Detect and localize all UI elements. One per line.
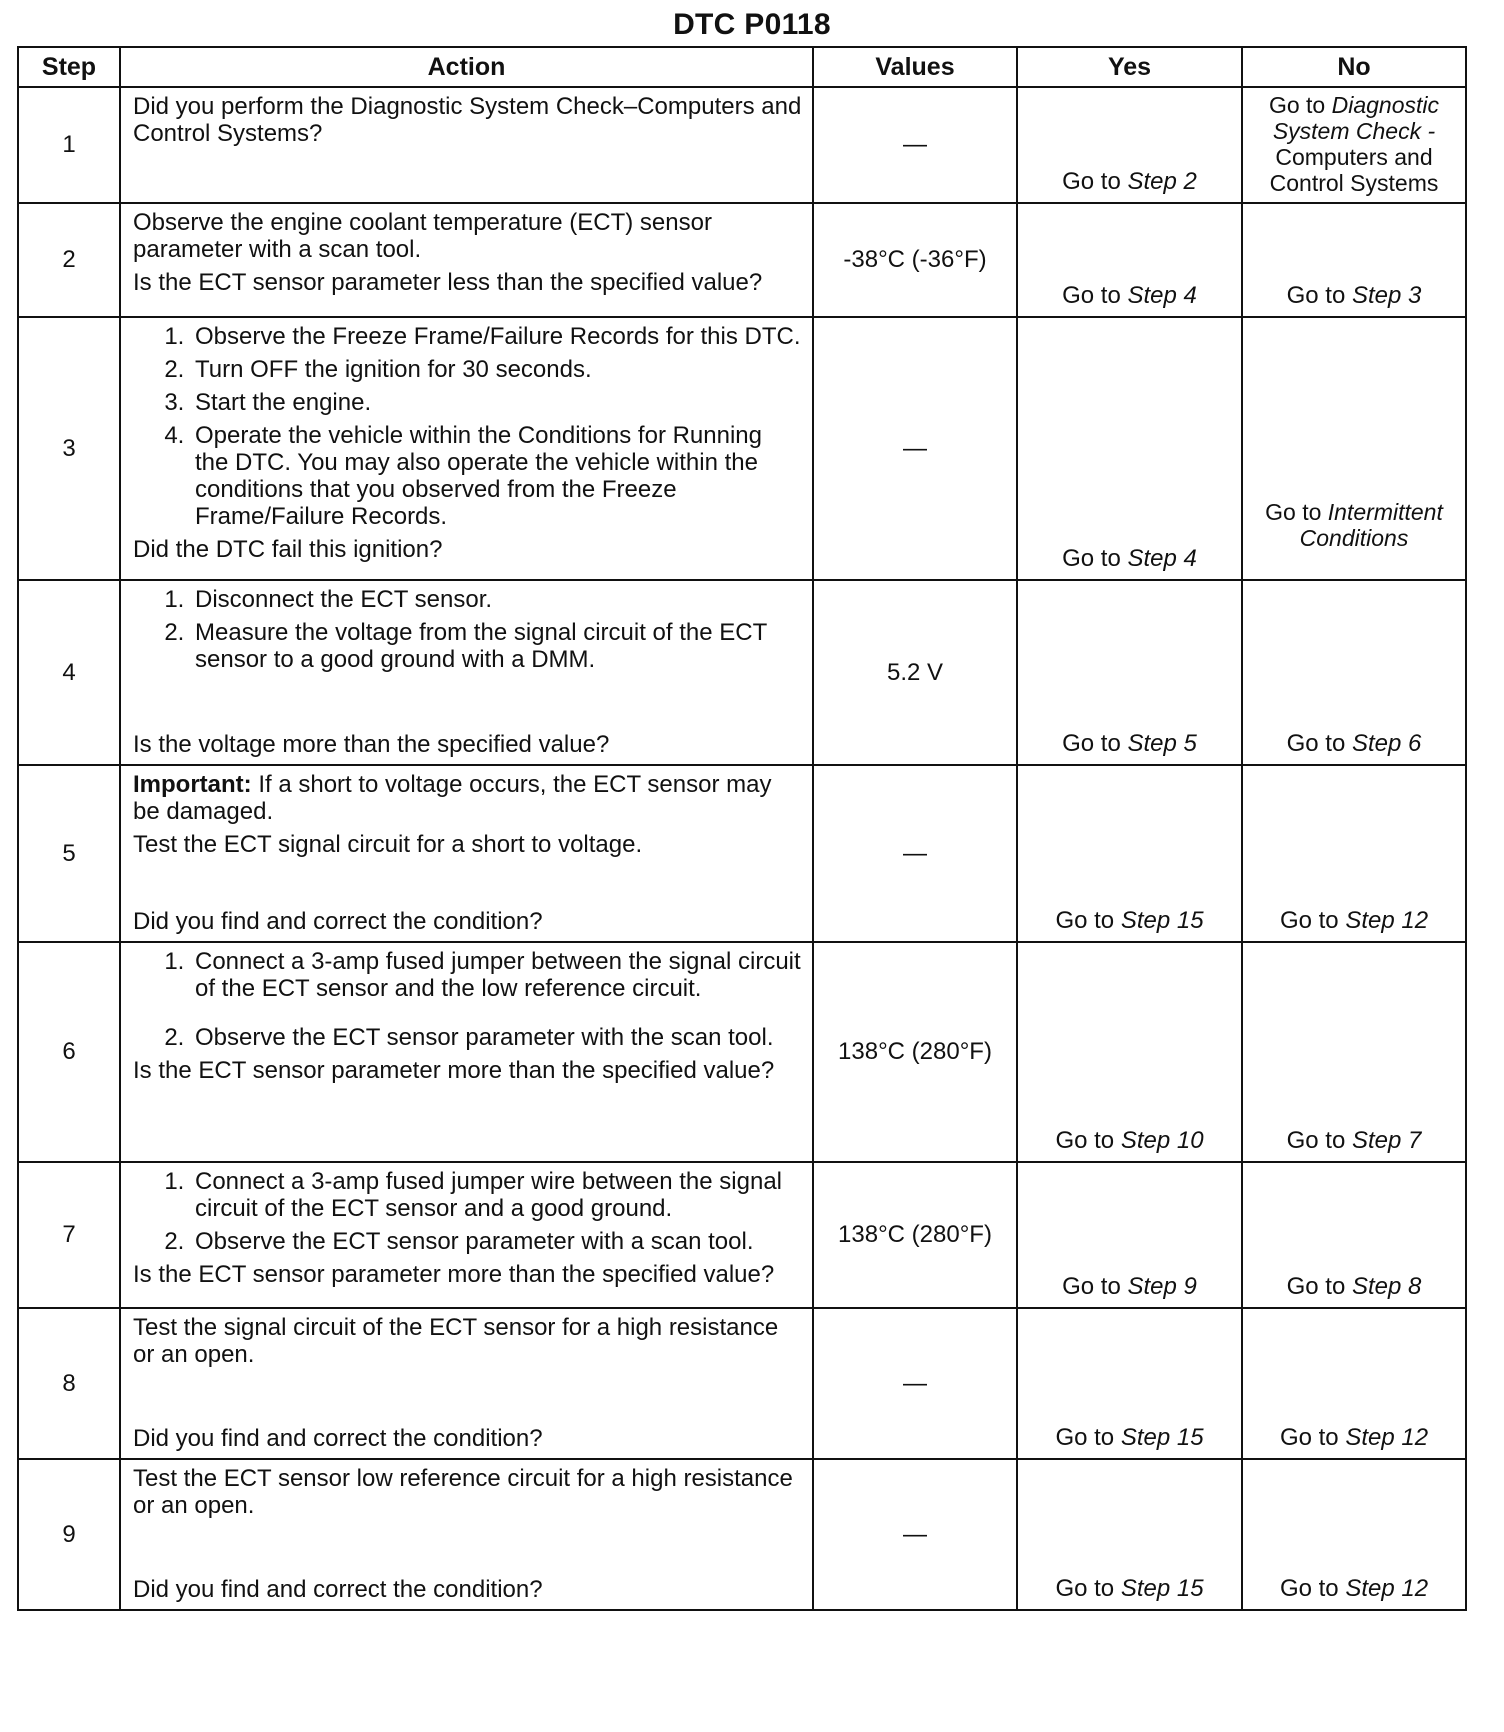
action-question: Did you find and correct the condition? — [133, 908, 543, 935]
no-cell — [1242, 87, 1466, 203]
action-text: Test the ECT sensor low reference circuit for a high resistance or an open. — [133, 1465, 793, 1519]
yes-cell — [1017, 1308, 1242, 1459]
header-step: Step — [18, 47, 120, 87]
action-cell — [120, 1459, 813, 1610]
go-to-label: Go to — [1286, 282, 1346, 309]
step-number: 6 — [18, 942, 120, 1162]
step-number: 2 — [18, 203, 120, 317]
step-number: 9 — [18, 1459, 120, 1610]
action-cell — [120, 1308, 813, 1459]
yes-cell — [1017, 203, 1242, 317]
action-cell — [120, 580, 813, 765]
action-question: Is the ECT sensor parameter less than the specified value? — [133, 269, 763, 296]
list-item: 1. Disconnect the ECT sensor. — [191, 586, 802, 613]
step-number: 3 — [18, 317, 120, 580]
list-item: 4. Operate the vehicle within the Conditions for Running the DTC. You may also operate the vehicle within the conditions that you observed from the Freeze Frame/Failure Records. — [191, 422, 802, 530]
step-number: 7 — [18, 1162, 120, 1308]
value-cell: — — [813, 87, 1017, 203]
header-row — [18, 47, 1466, 87]
go-to-label: Go to — [1062, 282, 1121, 309]
table-row — [18, 580, 1466, 765]
action-question: Did you find and correct the condition? — [133, 1576, 543, 1603]
header-action: Action — [120, 47, 813, 87]
important-text: If a short to voltage occurs, the ECT sensor may be damaged. — [133, 771, 772, 825]
go-to-label: Go to — [1062, 545, 1121, 572]
value-cell: — — [813, 1459, 1017, 1610]
go-to-label: Go to — [1055, 907, 1115, 934]
no-cell — [1242, 1162, 1466, 1308]
go-to-label: Go to — [1055, 1127, 1115, 1154]
action-list — [133, 1168, 802, 1255]
no-cell — [1242, 1308, 1466, 1459]
go-to-label: Go to — [1286, 1127, 1346, 1154]
diagnostic-table — [17, 46, 1467, 1611]
step-link: Step 4 — [1127, 545, 1197, 572]
go-to-label: Go to — [1062, 730, 1121, 757]
no-cell — [1242, 765, 1466, 942]
action-text: Test the signal circuit of the ECT sensor for a high resistance or an open. — [133, 1314, 779, 1368]
action-text: Observe the engine coolant temperature (ECT) sensor parameter with a scan tool. — [133, 209, 712, 263]
action-cell — [120, 942, 813, 1162]
go-to-label: Go to — [1268, 92, 1326, 118]
action-text: Test the ECT signal circuit for a short to voltage. — [133, 831, 643, 858]
no-text: Control Systems — [1269, 170, 1439, 196]
table-row — [18, 87, 1466, 203]
go-to-label: Go to — [1279, 907, 1339, 934]
action-list — [133, 586, 802, 679]
no-cell — [1242, 942, 1466, 1162]
yes-cell — [1017, 1162, 1242, 1308]
table-row — [18, 317, 1466, 580]
header-yes: Yes — [1017, 47, 1242, 87]
step-link: Step 12 — [1345, 1575, 1429, 1602]
list-item: 2. Observe the ECT sensor parameter with the scan tool. — [191, 1024, 802, 1051]
table-row — [18, 765, 1466, 942]
go-to-label: Go to — [1055, 1575, 1115, 1602]
go-to-label: Go to — [1265, 499, 1322, 525]
step-link: Step 6 — [1351, 730, 1422, 757]
list-item: 2. Turn OFF the ignition for 30 seconds. — [191, 356, 802, 383]
go-to-label: Go to — [1062, 168, 1121, 195]
table-row — [18, 1459, 1466, 1610]
step-link: Conditions — [1299, 525, 1409, 551]
list-item: 1. Connect a 3-amp fused jumper wire between the signal circuit of the ECT sensor and a good ground. — [191, 1168, 802, 1222]
no-cell — [1242, 580, 1466, 765]
value-cell: 138°C (280°F) — [813, 942, 1017, 1162]
list-item: 1. Observe the Freeze Frame/Failure Records for this DTC. — [191, 323, 802, 350]
important-label: Important: — [133, 771, 252, 798]
go-to-label: Go to — [1286, 730, 1346, 757]
yes-cell — [1017, 317, 1242, 580]
no-text: Computers and — [1275, 144, 1433, 170]
go-to-label: Go to — [1279, 1424, 1339, 1451]
step-link: Step 9 — [1127, 1273, 1197, 1300]
step-link: System Check - — [1272, 118, 1436, 144]
action-list — [133, 948, 802, 1051]
action-text: Did you perform the Diagnostic System Check–Computers and Control Systems? — [133, 93, 802, 147]
yes-cell — [1017, 765, 1242, 942]
yes-cell — [1017, 942, 1242, 1162]
step-link: Step 2 — [1127, 168, 1197, 195]
no-cell — [1242, 1459, 1466, 1610]
action-question: Is the voltage more than the specified value? — [133, 731, 610, 758]
step-link: Diagnostic — [1331, 92, 1440, 118]
step-link: Step 3 — [1351, 282, 1422, 309]
action-cell — [120, 317, 813, 580]
step-link: Step 8 — [1351, 1273, 1422, 1300]
yes-cell — [1017, 87, 1242, 203]
action-question: Did you find and correct the condition? — [133, 1425, 543, 1452]
page-title: DTC P0118 — [673, 8, 831, 41]
step-number: 1 — [18, 87, 120, 203]
table-row — [18, 1162, 1466, 1308]
yes-cell — [1017, 1459, 1242, 1610]
action-question: Is the ECT sensor parameter more than the specified value? — [133, 1261, 775, 1288]
step-link: Step 15 — [1120, 1424, 1204, 1451]
list-item: 3. Start the engine. — [191, 389, 802, 416]
yes-cell — [1017, 580, 1242, 765]
action-question: Is the ECT sensor parameter more than the specified value? — [133, 1057, 775, 1084]
value-cell: — — [813, 1308, 1017, 1459]
value-cell: — — [813, 765, 1017, 942]
step-link: Step 4 — [1127, 282, 1197, 309]
step-link: Step 12 — [1345, 1424, 1429, 1451]
header-no: No — [1242, 47, 1466, 87]
step-link: Step 5 — [1127, 730, 1197, 757]
step-link: Step 10 — [1120, 1127, 1204, 1154]
step-number: 4 — [18, 580, 120, 765]
action-cell — [120, 765, 813, 942]
list-item: 2. Measure the voltage from the signal circuit of the ECT sensor to a good ground with a DMM. — [191, 619, 802, 673]
table-row — [18, 203, 1466, 317]
value-cell: — — [813, 317, 1017, 580]
list-item: 1. Connect a 3-amp fused jumper between the signal circuit of the ECT sensor and the low reference circuit. — [191, 948, 802, 1002]
header-values: Values — [813, 47, 1017, 87]
step-link: Intermittent — [1327, 499, 1443, 525]
action-list — [133, 323, 802, 530]
value-cell: -38°C (-36°F) — [813, 203, 1017, 317]
step-link: Step 12 — [1345, 907, 1429, 934]
value-cell: 5.2 V — [813, 580, 1017, 765]
go-to-label: Go to — [1279, 1575, 1339, 1602]
action-cell — [120, 87, 813, 203]
go-to-label: Go to — [1286, 1273, 1346, 1300]
table-row — [18, 942, 1466, 1162]
no-cell — [1242, 203, 1466, 317]
action-cell — [120, 1162, 813, 1308]
value-cell: 138°C (280°F) — [813, 1162, 1017, 1308]
step-link: Step 15 — [1120, 907, 1204, 934]
action-cell — [120, 203, 813, 317]
step-number: 5 — [18, 765, 120, 942]
list-item: 2. Observe the ECT sensor parameter with a scan tool. — [191, 1228, 802, 1255]
step-link: Step 7 — [1351, 1127, 1422, 1154]
go-to-label: Go to — [1062, 1273, 1121, 1300]
step-number: 8 — [18, 1308, 120, 1459]
step-link: Step 15 — [1120, 1575, 1204, 1602]
go-to-label: Go to — [1055, 1424, 1115, 1451]
action-question: Did the DTC fail this ignition? — [133, 536, 443, 563]
table-row — [18, 1308, 1466, 1459]
no-cell — [1242, 317, 1466, 580]
